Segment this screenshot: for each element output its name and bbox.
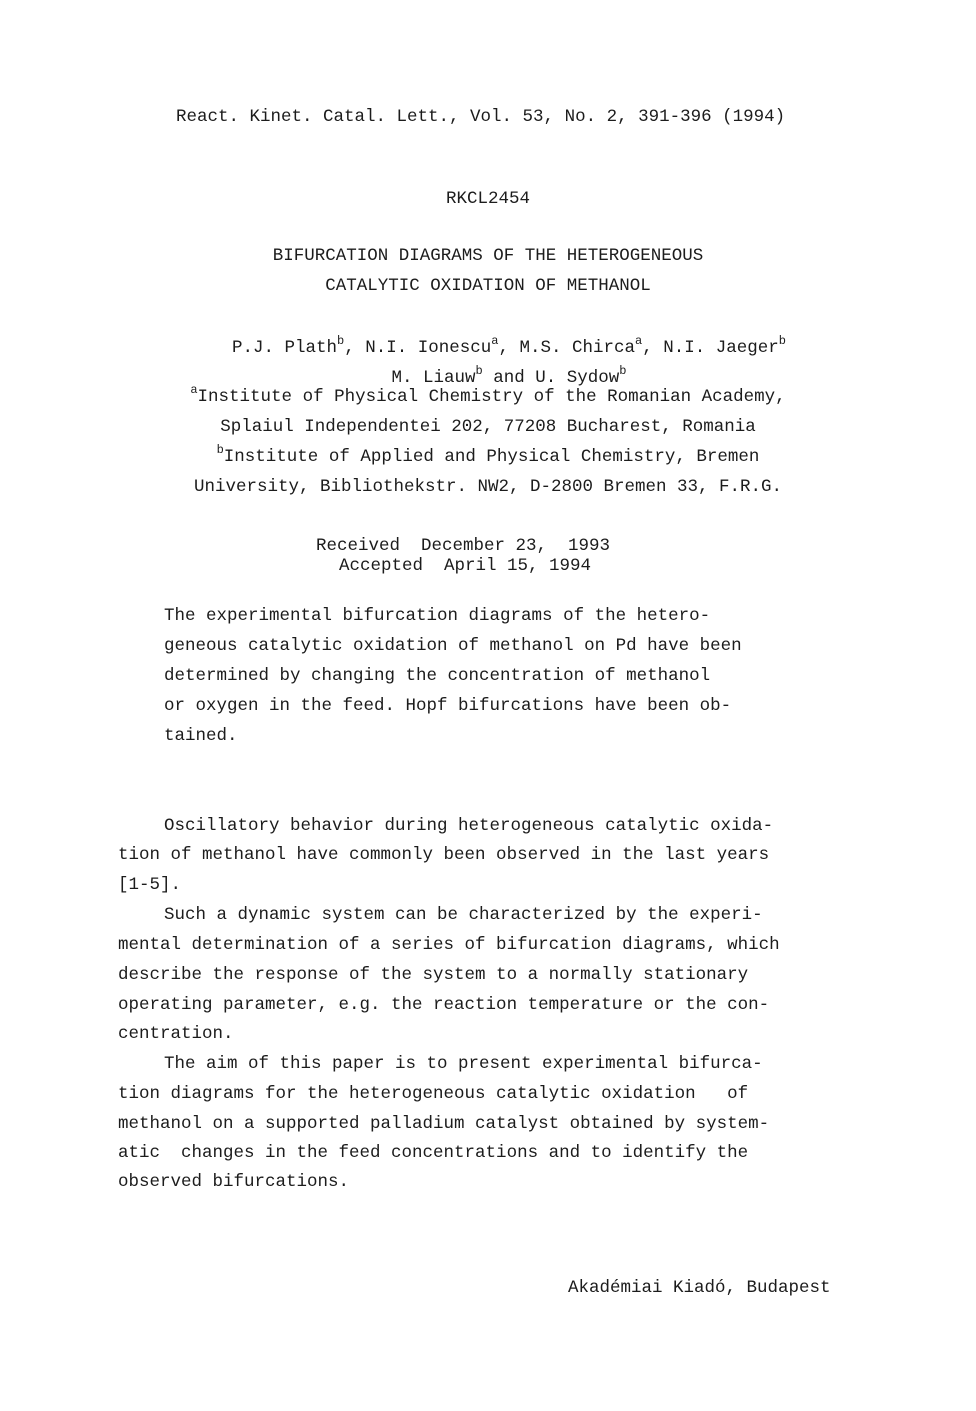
body-line: describe the response of the system to a normally stationary	[118, 965, 749, 985]
affiliation-mark: b	[216, 443, 224, 457]
body-line: operating parameter, e.g. the reaction temperature or the con-	[118, 995, 770, 1015]
body-line: atic changes in the feed concentrations and to identify the	[118, 1143, 749, 1163]
abstract-line: tained.	[164, 726, 238, 746]
author-separator: ,	[642, 338, 664, 358]
body-line: Such a dynamic system can be characterized by the experi-	[164, 905, 763, 925]
affiliation-b-line-2: University, Bibliothekstr. NW2, D-2800 Bremen 33, F.R.G.	[193, 477, 783, 497]
affiliation-b-line-1: $^b$Institute of Applied and Physical Chemistry, Bremen	[216, 443, 760, 467]
author-name: M.S. Chirca	[519, 338, 636, 358]
title-line-2: CATALYTIC OXIDATION OF METHANOL	[325, 276, 651, 296]
author-name: M. Liauw	[391, 368, 476, 388]
journal-citation: React. Kinet. Catal. Lett., Vol. 53, No. 2, 391-396 (1994)	[176, 107, 786, 127]
affiliation-mark: a	[190, 383, 198, 397]
author-affil-mark: b	[778, 334, 786, 348]
author-affil-mark: a	[635, 334, 643, 348]
accepted-date: Accepted April 15, 1994	[339, 556, 592, 576]
body-line: tion diagrams for the heterogeneous catalytic oxidation of	[118, 1084, 749, 1104]
author-affil-mark: b	[619, 364, 627, 378]
author-name: N.I. Jaeger	[663, 338, 779, 358]
body-line: centration.	[118, 1024, 234, 1044]
body-line: methanol on a supported palladium catalyst obtained by system-	[118, 1114, 770, 1134]
body-line: [1-5].	[118, 875, 182, 895]
author-name: N.I. Ionescu	[365, 338, 492, 358]
body-line: mental determination of a series of bifurcation diagrams, which	[118, 935, 780, 955]
abstract-line: The experimental bifurcation diagrams of the hetero-	[164, 606, 711, 626]
author-name: P.J. Plath	[232, 338, 338, 358]
abstract-line: geneous catalytic oxidation of methanol on Pd have been	[164, 636, 742, 656]
body-line: The aim of this paper is to present experimental bifurca-	[164, 1054, 763, 1074]
affiliation-a-line-1: $^a$Institute of Physical Chemistry of the Romanian Academy,	[190, 383, 786, 407]
author-affil-mark: b	[337, 334, 345, 348]
title-line-1: BIFURCATION DIAGRAMS OF THE HETEROGENEOUS	[272, 246, 704, 266]
abstract-line: or oxygen in the feed. Hopf bifurcations have been ob-	[164, 696, 732, 716]
received-date: Received December 23, 1993	[316, 536, 611, 556]
body-line: observed bifurcations.	[118, 1172, 350, 1192]
author-affil-mark: b	[475, 364, 483, 378]
author-affil-mark: a	[491, 334, 499, 348]
author-separator: and	[482, 368, 536, 388]
abstract-line: determined by changing the concentration of methanol	[164, 666, 711, 686]
article-code: RKCL2454	[445, 189, 530, 209]
body-line: Oscillatory behavior during heterogeneous catalytic oxida-	[164, 816, 774, 836]
author-separator: ,	[498, 338, 520, 358]
author-name: U. Sydow	[535, 368, 620, 388]
publisher-footer: Akadémiai Kiadó, Budapest	[568, 1278, 831, 1298]
author-separator: ,	[344, 338, 366, 358]
affiliation-a-line-2: Splaiul Independentei 202, 77208 Bucharest, Romania	[220, 417, 756, 437]
body-line: tion of methanol have commonly been observed in the last years	[118, 845, 770, 865]
